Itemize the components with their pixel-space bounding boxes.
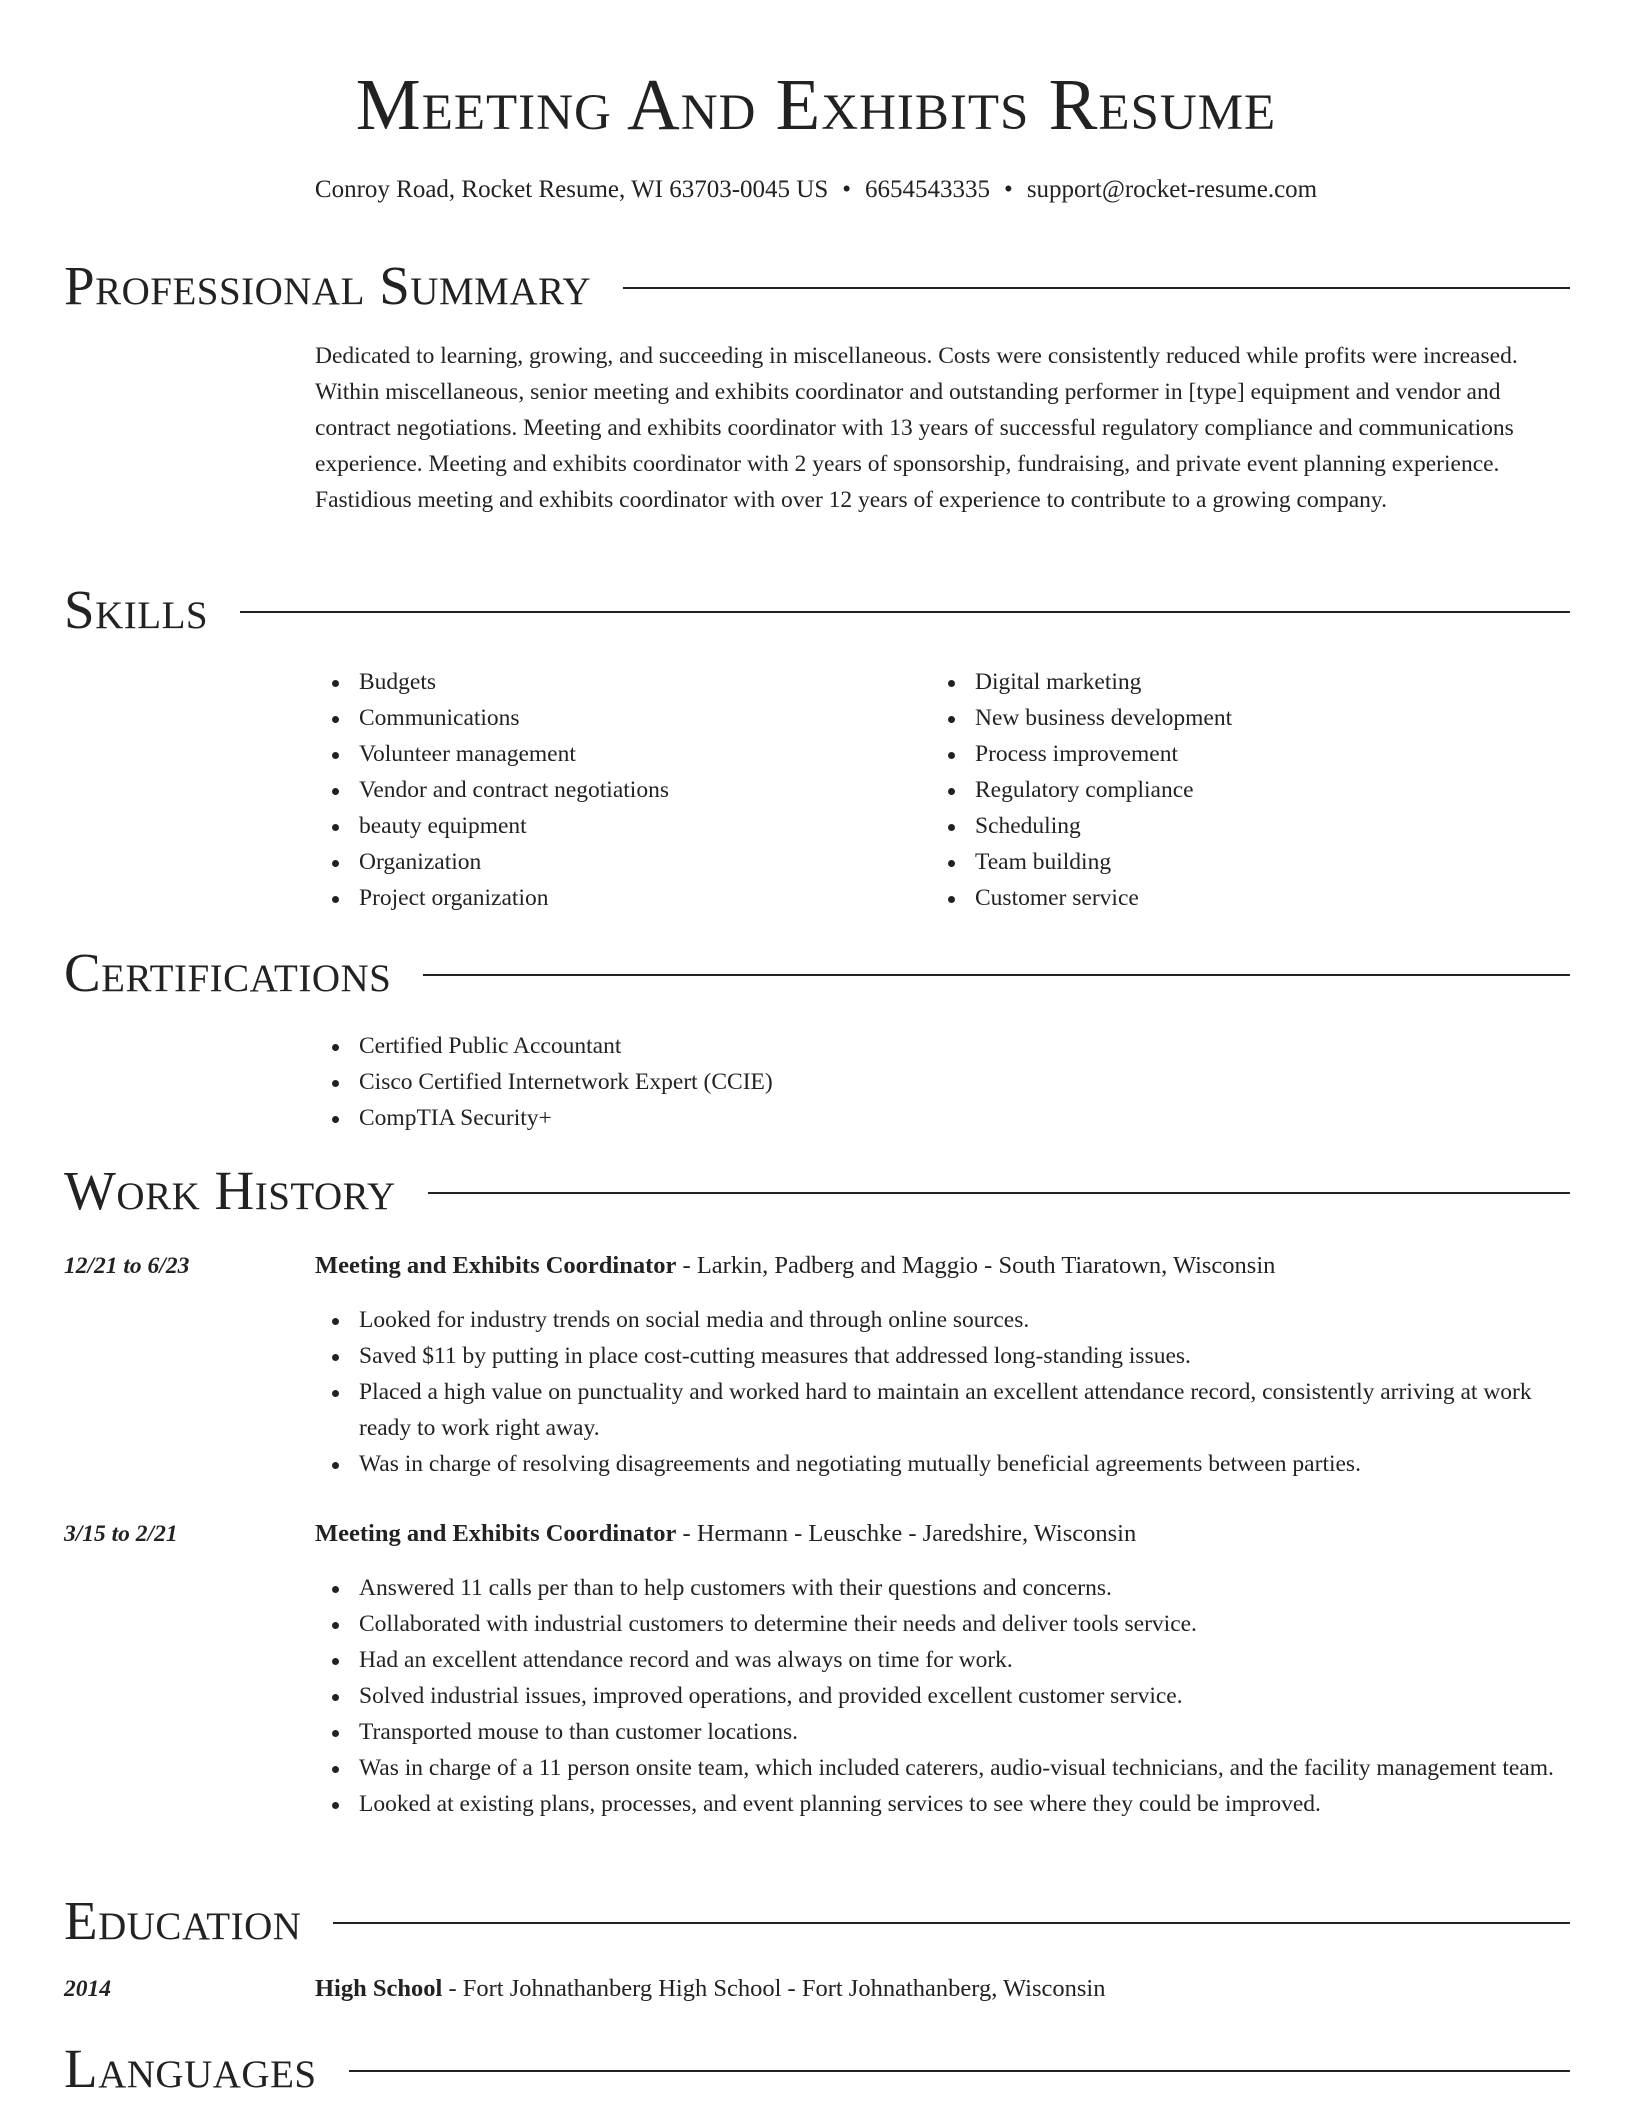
job-bullet: Solved industrial issues, improved operations, and provided excellent customer service. [315,1678,1570,1714]
skills-heading: Skills [64,579,209,640]
work-section-header [64,1161,1570,1221]
job-bullet: Transported mouse to than customer locations. [315,1714,1570,1750]
section-divider [428,1192,1570,1194]
job-dates: 12/21 to 6/23 [64,1253,190,1279]
contact-phone: 6654543335 [865,176,991,203]
skills-list-right [931,664,1551,916]
job-bullets [315,1570,1570,1822]
certification-item: CompTIA Security+ [315,1100,1215,1136]
certifications-heading: Certifications [64,942,392,1003]
skill-item: Communications [315,700,915,736]
section-divider [333,1922,1570,1924]
skill-item: Regulatory compliance [931,772,1551,808]
section-divider [349,2070,1570,2072]
job-heading [315,1516,1570,1552]
languages-heading: Languages [64,2038,317,2099]
job-bullet: Collaborated with industrial customers to determine their needs and deliver tools service. [315,1606,1570,1642]
skill-item: Budgets [315,664,915,700]
resume-title: Meeting And Exhibits Resume [355,64,1277,145]
skill-item: New business development [931,700,1551,736]
job-bullet: Had an excellent attendance record and was always on time for work. [315,1642,1570,1678]
job-bullet: Looked for industry trends on social media and through online sources. [315,1302,1570,1338]
skill-item: Digital marketing [931,664,1551,700]
skills-list-left [315,664,915,916]
summary-section-header [64,256,1570,316]
skill-item: beauty equipment [315,808,915,844]
job-bullet: Was in charge of a 11 person onsite team, which included caterers, audio-visual technicians, and the facility management team. [315,1750,1570,1786]
job-bullet: Answered 11 calls per than to help customers with their questions and concerns. [315,1570,1570,1606]
education-line [315,1971,1570,2007]
job-bullet: Placed a high value on punctuality and worked hard to maintain an excellent attendance record, consistently arriving at work ready to work right away. [315,1374,1570,1446]
job-employer: - Larkin, Padberg and Maggio - South Tiaratown, Wisconsin [676,1252,1276,1279]
skill-item: Volunteer management [315,736,915,772]
section-divider [240,611,1570,613]
section-divider [423,974,1570,976]
skill-item: Process improvement [931,736,1551,772]
skill-item: Project organization [315,880,915,916]
job-bullets [315,1302,1570,1482]
education-school: - Fort Johnathanberg High School - Fort Johnathanberg, Wisconsin [442,1975,1106,2002]
certifications-list [315,1028,1215,1136]
contact-address: Conroy Road, Rocket Resume, WI 63703-0045 US [314,176,829,203]
job-bullet: Was in charge of resolving disagreements and negotiating mutually beneficial agreements between parties. [315,1446,1570,1482]
skill-item: Vendor and contract negotiations [315,772,915,808]
job-heading [315,1248,1570,1284]
skill-item: Team building [931,844,1551,880]
certification-item: Cisco Certified Internetwork Expert (CCIE) [315,1064,1215,1100]
separator-dot: • [842,176,852,203]
certification-item: Certified Public Accountant [315,1028,1215,1064]
job-bullet: Looked at existing plans, processes, and event planning services to see where they could be improved. [315,1786,1570,1822]
job-dates: 3/15 to 2/21 [64,1521,178,1547]
contact-line [0,173,1632,207]
summary-text: Dedicated to learning, growing, and succeeding in miscellaneous. Costs were consistently reduced while profits were increased. Within miscellaneous, senior meeting and exhibits coordinator and outstanding performer in [type] equipment and vendor and contract negotiations. Meeting and exhibits coordinator with 13 years of successful regulatory compliance and communications experience. Meeting and exhibits coordinator with 2 years of sponsorship, fundraising, and private event planning experience. Fastidious meeting and exhibits coordinator with over 12 years of experience to contribute to a growing company. [315,343,1518,513]
skills-section-header [64,580,1570,640]
education-year: 2014 [64,1976,111,2002]
job-employer: - Hermann - Leuschke - Jaredshire, Wisconsin [676,1520,1137,1547]
education-degree: High School [315,1975,443,2002]
skill-item: Organization [315,844,915,880]
job-bullet: Saved $11 by putting in place cost-cutting measures that addressed long-standing issues. [315,1338,1570,1374]
skill-item: Scheduling [931,808,1551,844]
job-title: Meeting and Exhibits Coordinator [315,1520,677,1547]
separator-dot: • [1004,176,1013,203]
education-section-header [64,1891,1570,1951]
languages-section-header [64,2039,1570,2099]
summary-heading: Professional Summary [64,255,592,316]
job-title: Meeting and Exhibits Coordinator [315,1252,677,1279]
certifications-section-header [64,943,1570,1003]
skill-item: Customer service [931,880,1551,916]
education-heading: Education [64,1890,302,1951]
section-divider [623,287,1570,289]
work-heading: Work History [64,1160,396,1221]
contact-email: support@rocket-resume.com [1026,176,1318,203]
